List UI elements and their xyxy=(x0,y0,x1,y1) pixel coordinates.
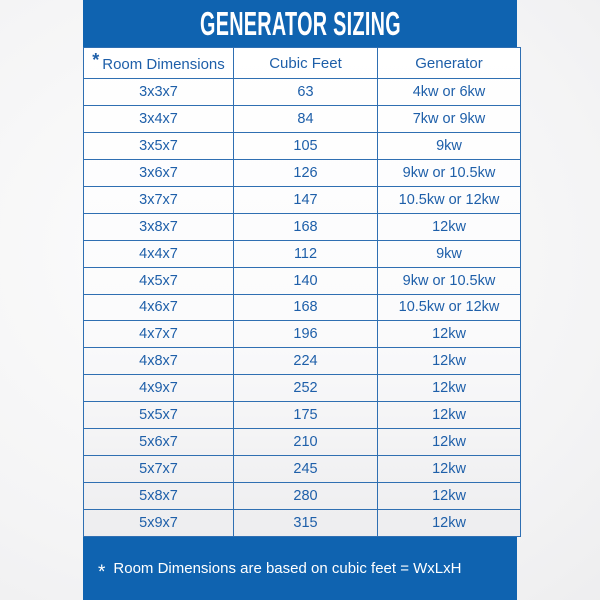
room-dimensions-cell: 3x7x7 xyxy=(84,186,234,213)
cubic-feet-cell: 112 xyxy=(234,240,378,267)
header-generator: Generator xyxy=(378,48,521,79)
header-room-dimensions-label: Room Dimensions xyxy=(102,55,225,73)
cubic-feet-cell: 126 xyxy=(234,159,378,186)
table-row xyxy=(84,375,521,402)
room-dimensions-cell: 3x3x7 xyxy=(84,79,234,106)
generator-cell: 12kw xyxy=(378,321,521,348)
room-dimensions-cell: 4x8x7 xyxy=(84,348,234,375)
cubic-feet-cell: 105 xyxy=(234,132,378,159)
cubic-feet-cell: 315 xyxy=(234,510,378,537)
table-row xyxy=(84,240,521,267)
cubic-feet-cell: 245 xyxy=(234,456,378,483)
table-header xyxy=(84,48,521,79)
footnote-text: Room Dimensions are based on cubic feet = WxLxH xyxy=(113,560,462,577)
room-dimensions-cell: 3x8x7 xyxy=(84,213,234,240)
cubic-feet-cell: 168 xyxy=(234,294,378,321)
room-dimensions-cell: 5x7x7 xyxy=(84,456,234,483)
table-row xyxy=(84,294,521,321)
room-dimensions-cell: 5x6x7 xyxy=(84,429,234,456)
cubic-feet-cell: 175 xyxy=(234,402,378,429)
table-row xyxy=(84,105,521,132)
generator-cell: 12kw xyxy=(378,402,521,429)
table-row xyxy=(84,79,521,106)
cubic-feet-cell: 196 xyxy=(234,321,378,348)
room-dimensions-cell: 4x6x7 xyxy=(84,294,234,321)
table-row xyxy=(84,402,521,429)
table-row xyxy=(84,267,521,294)
footnote-bar xyxy=(83,537,517,600)
generator-sizing-table xyxy=(83,47,521,537)
cubic-feet-cell: 224 xyxy=(234,348,378,375)
table-row xyxy=(84,348,521,375)
table-row xyxy=(84,429,521,456)
table-row xyxy=(84,510,521,537)
table-row xyxy=(84,159,521,186)
generator-cell: 12kw xyxy=(378,456,521,483)
generator-cell: 4kw or 6kw xyxy=(378,79,521,106)
generator-cell: 9kw or 10.5kw xyxy=(378,267,521,294)
cubic-feet-cell: 280 xyxy=(234,483,378,510)
asterisk-mark: * xyxy=(92,49,100,70)
cubic-feet-cell: 63 xyxy=(234,79,378,106)
room-dimensions-cell: 5x8x7 xyxy=(84,483,234,510)
generator-sizing-poster xyxy=(83,0,517,600)
room-dimensions-cell: 3x4x7 xyxy=(84,105,234,132)
cubic-feet-cell: 168 xyxy=(234,213,378,240)
room-dimensions-cell: 5x9x7 xyxy=(84,510,234,537)
cubic-feet-cell: 210 xyxy=(234,429,378,456)
generator-cell: 12kw xyxy=(378,213,521,240)
generator-cell: 9kw xyxy=(378,132,521,159)
table-row xyxy=(84,321,521,348)
title-band xyxy=(83,0,517,47)
room-dimensions-cell: 4x9x7 xyxy=(84,375,234,402)
table-row xyxy=(84,186,521,213)
room-dimensions-cell: 4x7x7 xyxy=(84,321,234,348)
header-room-dimensions xyxy=(84,48,234,79)
room-dimensions-cell: 3x6x7 xyxy=(84,159,234,186)
table-header-row xyxy=(84,48,521,79)
table-row xyxy=(84,456,521,483)
generator-cell: 9kw xyxy=(378,240,521,267)
table-row xyxy=(84,483,521,510)
generator-cell: 10.5kw or 12kw xyxy=(378,186,521,213)
generator-cell: 12kw xyxy=(378,483,521,510)
generator-cell: 12kw xyxy=(378,348,521,375)
room-dimensions-cell: 5x5x7 xyxy=(84,402,234,429)
asterisk-mark: * xyxy=(98,561,106,583)
cubic-feet-cell: 84 xyxy=(234,105,378,132)
generator-table-body xyxy=(84,79,521,537)
room-dimensions-cell: 4x4x7 xyxy=(84,240,234,267)
cubic-feet-cell: 252 xyxy=(234,375,378,402)
cubic-feet-cell: 140 xyxy=(234,267,378,294)
header-cubic-feet: Cubic Feet xyxy=(234,48,378,79)
page-title: GENERATOR SIZING xyxy=(199,4,401,42)
cubic-feet-cell: 147 xyxy=(234,186,378,213)
generator-cell: 12kw xyxy=(378,375,521,402)
table-row xyxy=(84,213,521,240)
table-row xyxy=(84,132,521,159)
generator-cell: 12kw xyxy=(378,510,521,537)
generator-cell: 9kw or 10.5kw xyxy=(378,159,521,186)
generator-cell: 12kw xyxy=(378,429,521,456)
room-dimensions-cell: 4x5x7 xyxy=(84,267,234,294)
generator-cell: 10.5kw or 12kw xyxy=(378,294,521,321)
generator-cell: 7kw or 9kw xyxy=(378,105,521,132)
room-dimensions-cell: 3x5x7 xyxy=(84,132,234,159)
